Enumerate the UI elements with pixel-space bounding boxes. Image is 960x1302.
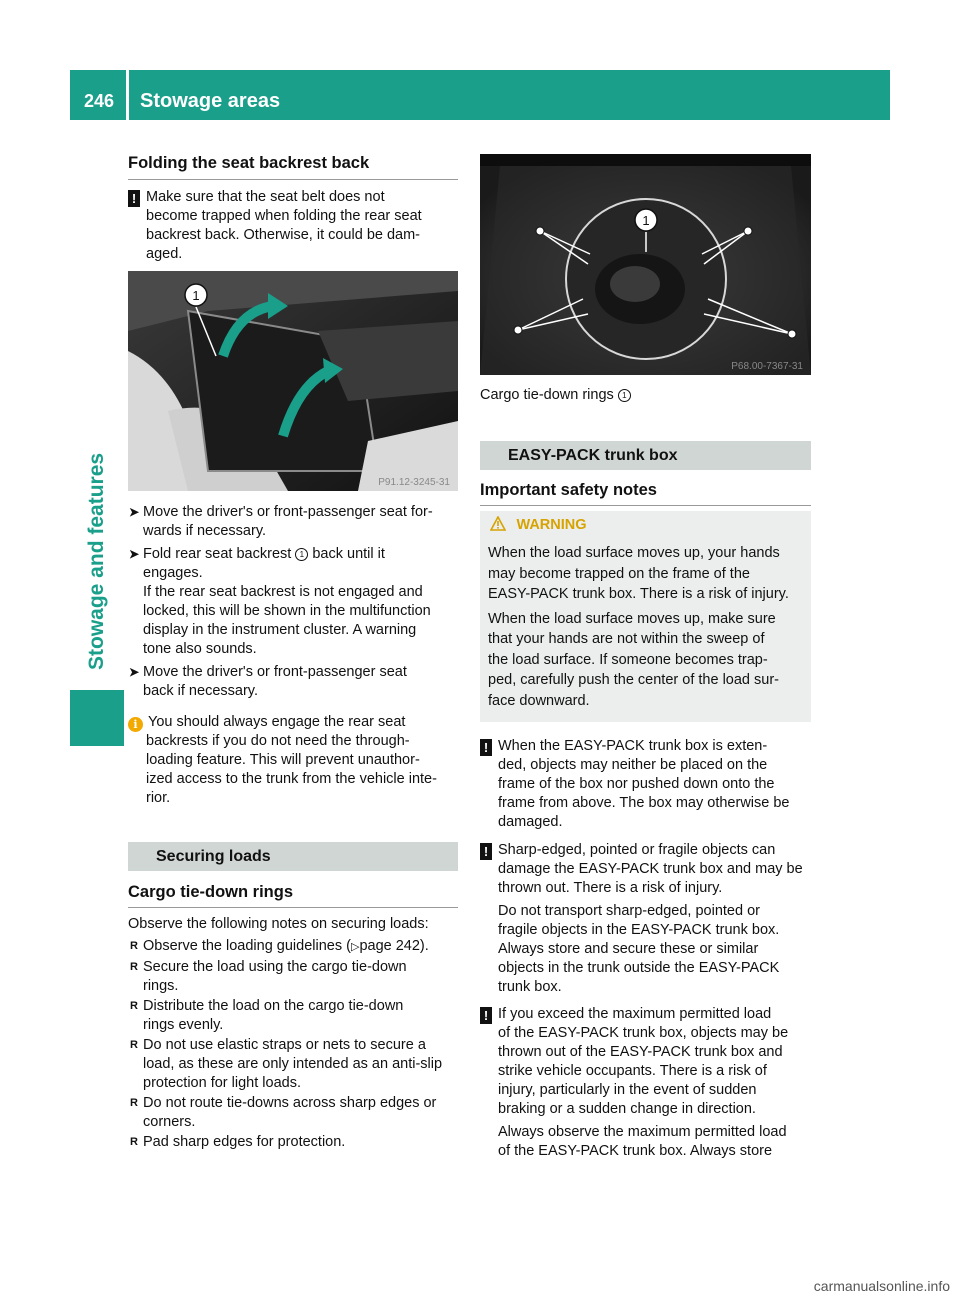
step-item: ➤ Fold rear seat backrest 1 back until it engages. If the rear seat backrest is not engaged and locked, this will be shown in the multifunction display in the instrument cluster. A warning tone also sounds. — [129, 546, 431, 657]
page-number: 246 — [83, 91, 115, 111]
figure-cargo-rings — [480, 154, 811, 375]
side-tab — [70, 120, 124, 690]
list-item: R Pad sharp edges for protection. — [130, 1134, 346, 1150]
securing-bullets — [130, 937, 473, 1152]
section-band-easy-pack: EASY-PACK trunk box — [480, 441, 811, 470]
bullet-icon: R — [130, 1000, 138, 1012]
bullet-icon: R — [130, 1039, 138, 1051]
section-band-securing-loads: Securing loads — [128, 842, 458, 871]
section-rule — [128, 179, 458, 180]
info-icon: i — [128, 717, 143, 732]
section-title-cargo-rings: Cargo tie-down rings — [128, 883, 293, 901]
warning-text: When the load surface moves up, your hands may become trapped on the frame of the EASY-PACK trunk box. There is a risk of injury. When the load surface moves up, make sure that your hands are not within the sweep of the load surface. If someone becomes trap- ped, carefully push the center of the load sur- face downward. — [488, 545, 789, 709]
ref-marker: 1 — [295, 548, 308, 561]
caution-icon: ! — [480, 739, 492, 756]
figure2-caption: Cargo tie-down rings 1 — [480, 386, 810, 405]
info-note: i You should always engage the rear seat backrests if you do not need the through- loading feature. This will prevent unauthor- ized access to the trunk from the vehicle inte- rior. — [128, 713, 468, 808]
figure2-code: P68.00-7367-31 — [731, 361, 803, 372]
figure-seat-backrest — [128, 271, 458, 491]
warning-triangle-icon — [490, 516, 506, 531]
step-item: ➤ Move the driver's or front-passenger seat for- wards if necessary. — [129, 504, 433, 539]
figure1-label: 1 — [192, 288, 200, 303]
warning-header — [490, 516, 587, 534]
bullet-icon: R — [130, 1097, 138, 1109]
section-rule — [480, 505, 811, 506]
note-extended: ! When the EASY-PACK trunk box is exten- ded, objects may neither be placed on the frame of the box nor pushed down onto the frame from above. The box may otherwise be damaged. — [480, 737, 820, 832]
step-item: ➤ Move the driver's or front-passenger seat back if necessary. — [129, 664, 407, 699]
figure2-label: 1 — [642, 213, 650, 228]
footer-watermark: carmanualsonline.info — [813, 1278, 950, 1294]
page-ref-link[interactable]: page 242). — [359, 938, 429, 954]
note-max-load: ! If you exceed the maximum permitted load of the EASY-PACK trunk box, objects may be thrown out of the EASY-PACK trunk box and strike vehicle occupants. There is a risk of injury, particularly in the event of sudden braking or a sudden change in direction. Always observe the maximum permitted load of the EASY-PACK trunk box. Always store — [480, 1005, 820, 1161]
list-item: R Observe the loading guidelines (▷page 242). — [130, 938, 429, 954]
list-item: R Do not use elastic straps or nets to secure a load, as these are only intended as an anti-slip protection for light loads. — [130, 1037, 443, 1091]
step-arrow-icon: ➤ — [129, 665, 140, 679]
step-arrow-icon: ➤ — [129, 547, 140, 561]
header-title: Stowage areas — [140, 90, 281, 112]
bullet-icon: R — [130, 940, 138, 952]
step-list — [129, 503, 473, 701]
header-divider — [126, 70, 129, 120]
section-rule — [128, 907, 458, 908]
section-title-safety: Important safety notes — [480, 481, 657, 499]
caution-icon: ! — [480, 843, 492, 860]
bullet-icon: R — [130, 961, 138, 973]
list-item: R Secure the load using the cargo tie-down rings. — [130, 959, 407, 994]
ref-marker: 1 — [618, 389, 631, 402]
section-title-folding: Folding the seat backrest back — [128, 154, 370, 172]
list-item: R Do not route tie-downs across sharp edges or corners. — [130, 1095, 437, 1130]
figure1-code: P91.12-3245-31 — [378, 477, 450, 488]
securing-intro: Observe the following notes on securing loads: — [128, 916, 429, 932]
note-seat-belt: ! Make sure that the seat belt does not become trapped when folding the rear seat backrest back. Otherwise, it could be dam- aged. — [128, 188, 468, 264]
note-sharp-objects: ! Sharp-edged, pointed or fragile objects can damage the EASY-PACK trunk box and may be thrown out. There is a risk of injury. Do not transport sharp-edged, pointed or fragile objects in the EASY-PACK trunk box. Always store and secure these or similar objects in the trunk outside the EASY-PACK trunk box. — [480, 841, 820, 997]
side-tab-label: Stowage and features — [85, 452, 108, 670]
page-ref-arrow-icon: ▷ — [350, 941, 360, 953]
cargo-rings-illustration — [480, 154, 811, 375]
caution-icon: ! — [480, 1007, 492, 1024]
caution-icon: ! — [128, 190, 140, 207]
list-item: R Distribute the load on the cargo tie-down rings evenly. — [130, 998, 404, 1033]
side-tab-marker — [70, 690, 124, 746]
seat-backrest-illustration — [128, 271, 458, 491]
step-arrow-icon: ➤ — [129, 505, 140, 519]
warning-title: WARNING — [516, 517, 587, 533]
bullet-icon: R — [130, 1136, 138, 1148]
